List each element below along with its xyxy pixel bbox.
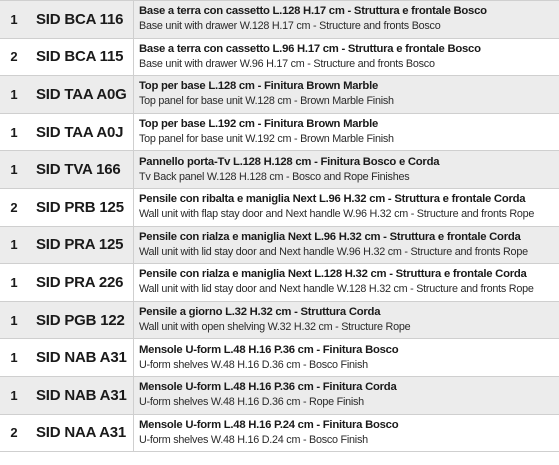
product-code-cell: SID PRA 125 — [36, 236, 124, 254]
quantity-cell: 1 — [10, 162, 18, 178]
description-italian: Pensile con rialza e maniglia Next L.128 H.32 cm - Struttura e frontale Corda — [139, 268, 527, 281]
description-english: Wall unit with flap stay door and Next handle W.96 H.32 cm - Structure and fronts Rope — [139, 208, 535, 221]
description-english: Tv Back panel W.128 H.128 cm - Bosco and Rope Finishes — [139, 170, 410, 183]
description-cell — [133, 189, 559, 226]
quantity-cell: 1 — [10, 312, 18, 328]
table-row — [0, 415, 559, 453]
product-code-cell: SID TAA A0J — [36, 123, 124, 141]
description-cell — [133, 39, 559, 76]
quantity-cell: 2 — [10, 199, 18, 215]
table-row — [0, 1, 559, 39]
quantity-cell: 2 — [10, 425, 18, 441]
table-row — [0, 302, 559, 340]
quantity-cell: 1 — [10, 274, 18, 290]
table-row — [0, 264, 559, 302]
description-cell — [133, 151, 559, 188]
table-row — [0, 39, 559, 77]
quantity-cell: 1 — [10, 86, 18, 102]
quantity-cell: 1 — [10, 237, 18, 253]
description-english: Top panel for base unit W.128 cm - Brown Marble Finish — [139, 95, 394, 108]
table-row — [0, 339, 559, 377]
product-code-cell: SID BCA 115 — [36, 48, 124, 66]
description-english: Top panel for base unit W.192 cm - Brown Marble Finish — [139, 133, 394, 146]
description-english: U-form shelves W.48 H.16 D.36 cm - Rope Finish — [139, 396, 364, 409]
description-italian: Base a terra con cassetto L.96 H.17 cm - Struttura e frontale Bosco — [139, 42, 481, 55]
description-italian: Top per base L.192 cm - Finitura Brown Marble — [139, 118, 379, 131]
description-italian: Mensole U-form L.48 H.16 P.36 cm - Finitura Corda — [139, 381, 397, 394]
description-italian: Mensole U-form L.48 H.16 P.36 cm - Finitura Bosco — [139, 343, 399, 356]
description-cell — [133, 1, 559, 38]
description-english: Wall unit with lid stay door and Next handle W.128 H.32 cm - Structure and fronts Rope — [139, 283, 534, 296]
quantity-cell: 1 — [10, 387, 18, 403]
product-code-cell: SID NAB A31 — [36, 349, 127, 367]
description-cell — [133, 302, 559, 339]
description-cell — [133, 227, 559, 264]
description-cell — [133, 377, 559, 414]
product-code-cell: SID TVA 166 — [36, 161, 121, 179]
quantity-cell: 1 — [10, 124, 18, 140]
product-code-cell: SID NAB A31 — [36, 386, 127, 404]
table-row — [0, 151, 559, 189]
description-english: Base unit with drawer W.128 H.17 cm - Structure and fronts Bosco — [139, 20, 441, 33]
product-code-cell: SID BCA 116 — [36, 10, 124, 28]
quantity-cell: 1 — [10, 350, 18, 366]
description-english: Wall unit with open shelving W.32 H.32 cm - Structure Rope — [139, 321, 411, 334]
description-cell — [133, 339, 559, 376]
table-row — [0, 114, 559, 152]
product-code-cell: SID TAA A0G — [36, 85, 127, 103]
product-code-cell: SID PRB 125 — [36, 198, 124, 216]
description-italian: Pensile a giorno L.32 H.32 cm - Struttura Corda — [139, 306, 381, 319]
quantity-cell: 2 — [10, 49, 18, 65]
description-english: U-form shelves W.48 H.16 D.36 cm - Bosco Finish — [139, 358, 368, 371]
description-cell — [133, 76, 559, 113]
product-code-cell: SID PGB 122 — [36, 311, 125, 329]
product-code-cell: SID PRA 226 — [36, 273, 124, 291]
description-italian: Pensile con rialza e maniglia Next L.96 H.32 cm - Struttura e frontale Corda — [139, 230, 521, 243]
description-italian: Pannello porta-Tv L.128 H.128 cm - Finitura Bosco e Corda — [139, 155, 440, 168]
description-english: Base unit with drawer W.96 H.17 cm - Structure and fronts Bosco — [139, 57, 435, 70]
table-row — [0, 377, 559, 415]
description-cell — [133, 114, 559, 151]
quantity-cell: 1 — [10, 11, 18, 27]
description-italian: Mensole U-form L.48 H.16 P.24 cm - Finitura Bosco — [139, 418, 399, 431]
description-english: U-form shelves W.48 H.16 D.24 cm - Bosco Finish — [139, 433, 368, 446]
product-code-cell: SID NAA A31 — [36, 424, 127, 442]
table-row — [0, 76, 559, 114]
description-italian: Top per base L.128 cm - Finitura Brown Marble — [139, 80, 379, 93]
description-english: Wall unit with lid stay door and Next handle W.96 H.32 cm - Structure and fronts Rope — [139, 245, 528, 258]
table-row — [0, 189, 559, 227]
description-cell — [133, 264, 559, 301]
description-cell — [133, 415, 559, 452]
description-italian: Pensile con ribalta e maniglia Next L.96 H.32 cm - Struttura e frontale Corda — [139, 193, 526, 206]
description-italian: Base a terra con cassetto L.128 H.17 cm - Struttura e frontale Bosco — [139, 5, 487, 18]
table-row — [0, 227, 559, 265]
